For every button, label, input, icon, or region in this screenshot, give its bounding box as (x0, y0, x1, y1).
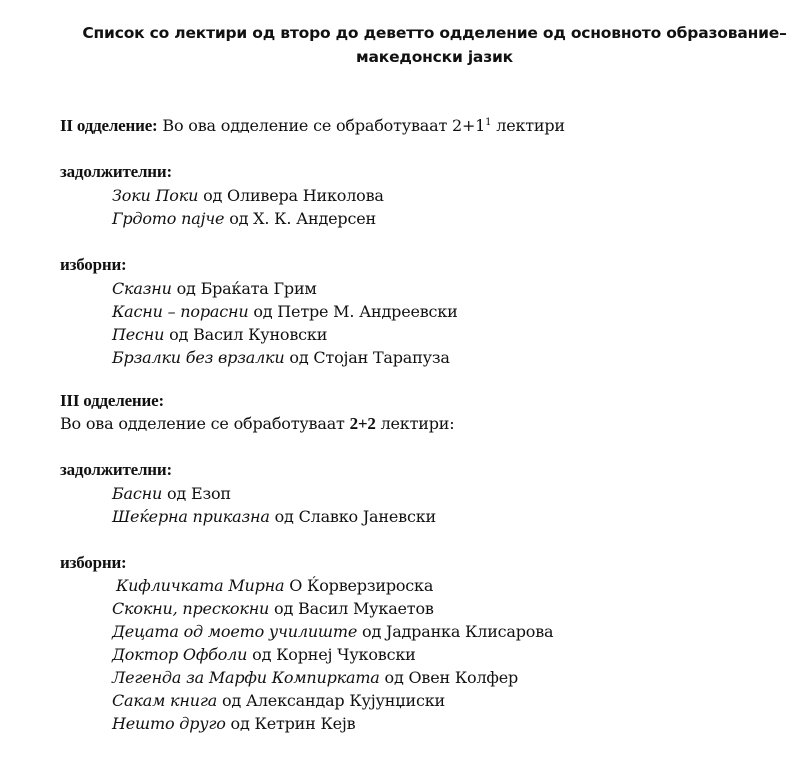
book-author: од Стојан Тарапуза (284, 348, 450, 367)
book-author: од Браќата Грим (171, 279, 317, 298)
list-item (112, 691, 445, 710)
book-title: Брзалки без врзалки (112, 348, 285, 367)
book-title: Грдото пајче (112, 209, 225, 228)
grade3-intro: Во ова одделение се обработуваат (60, 414, 350, 433)
footnote-mark[interactable]: 1 (485, 117, 492, 128)
grade2-intro: Во ова одделение се обработуваат 2+1 (157, 116, 486, 135)
book-title: Сакам книга (112, 691, 218, 710)
book-author: од Александар Кујунџиски (217, 691, 445, 710)
grade2-optional-label: изборни: (60, 255, 127, 274)
grade3-count: 2+2 (349, 414, 376, 433)
grade2-mandatory-label: задолжителни: (60, 162, 172, 181)
list-item (112, 348, 450, 367)
book-author: од Петре М. Андреевски (248, 302, 458, 321)
list-item (112, 325, 327, 344)
book-title: Доктор Офболи (112, 645, 248, 664)
list-item (112, 302, 458, 321)
grade3-optional-label: изборни: (60, 553, 127, 572)
book-author: од Х. К. Андерсен (224, 209, 376, 228)
book-title: Шеќерна приказна (112, 507, 270, 526)
list-item (112, 714, 356, 733)
book-author: од Корнеј Чуковски (247, 645, 416, 664)
book-author: од Васил Мукаетов (269, 599, 434, 618)
list-item (112, 186, 384, 205)
book-title: Песни (112, 325, 165, 344)
list-item (112, 622, 553, 641)
book-author: од Оливера Николова (198, 186, 384, 205)
list-item (112, 668, 518, 687)
book-title: Скокни, прескокни (112, 599, 270, 618)
book-title: Зоки Поки (112, 186, 199, 205)
book-title: Легенда за Марфи Компирката (112, 668, 380, 687)
grade2-heading-line (60, 116, 565, 136)
list-item (112, 279, 317, 298)
grade3-mandatory-label: задолжителни: (60, 460, 172, 479)
book-title: Сказни (112, 279, 172, 298)
grade3-heading: III одделение: (60, 391, 164, 410)
list-item (112, 645, 416, 664)
list-item (112, 507, 436, 526)
book-author: од Кетрин Кејв (225, 714, 356, 733)
book-title: Басни (112, 484, 163, 503)
book-author: од Васил Куновски (164, 325, 328, 344)
grade2-heading: II одделение: (60, 116, 158, 135)
book-author: од Езоп (162, 484, 231, 503)
list-item (112, 599, 434, 618)
book-author: О Ќорверзироска (284, 576, 434, 595)
book-title: Децата од моето училиште (112, 622, 358, 641)
list-item (116, 576, 433, 595)
list-item (112, 484, 231, 503)
book-title: Касни – порасни (112, 302, 249, 321)
document-title-line1: Список со лектири од второ до деветто одделение од основното образование– (82, 24, 787, 42)
grade2-intro-end: лектири (491, 116, 565, 135)
list-item (112, 209, 376, 228)
grade3-intro-line (60, 414, 454, 434)
document-title-line2: македонски јазик (356, 48, 513, 66)
book-author: од Јадранка Клисарова (357, 622, 554, 641)
grade3-intro-end: лектири: (375, 414, 455, 433)
book-title: Кифличката Мирна (116, 576, 285, 595)
book-title: Нешто друго (112, 714, 226, 733)
book-author: од Славко Јаневски (269, 507, 436, 526)
book-author: од Овен Колфер (379, 668, 519, 687)
